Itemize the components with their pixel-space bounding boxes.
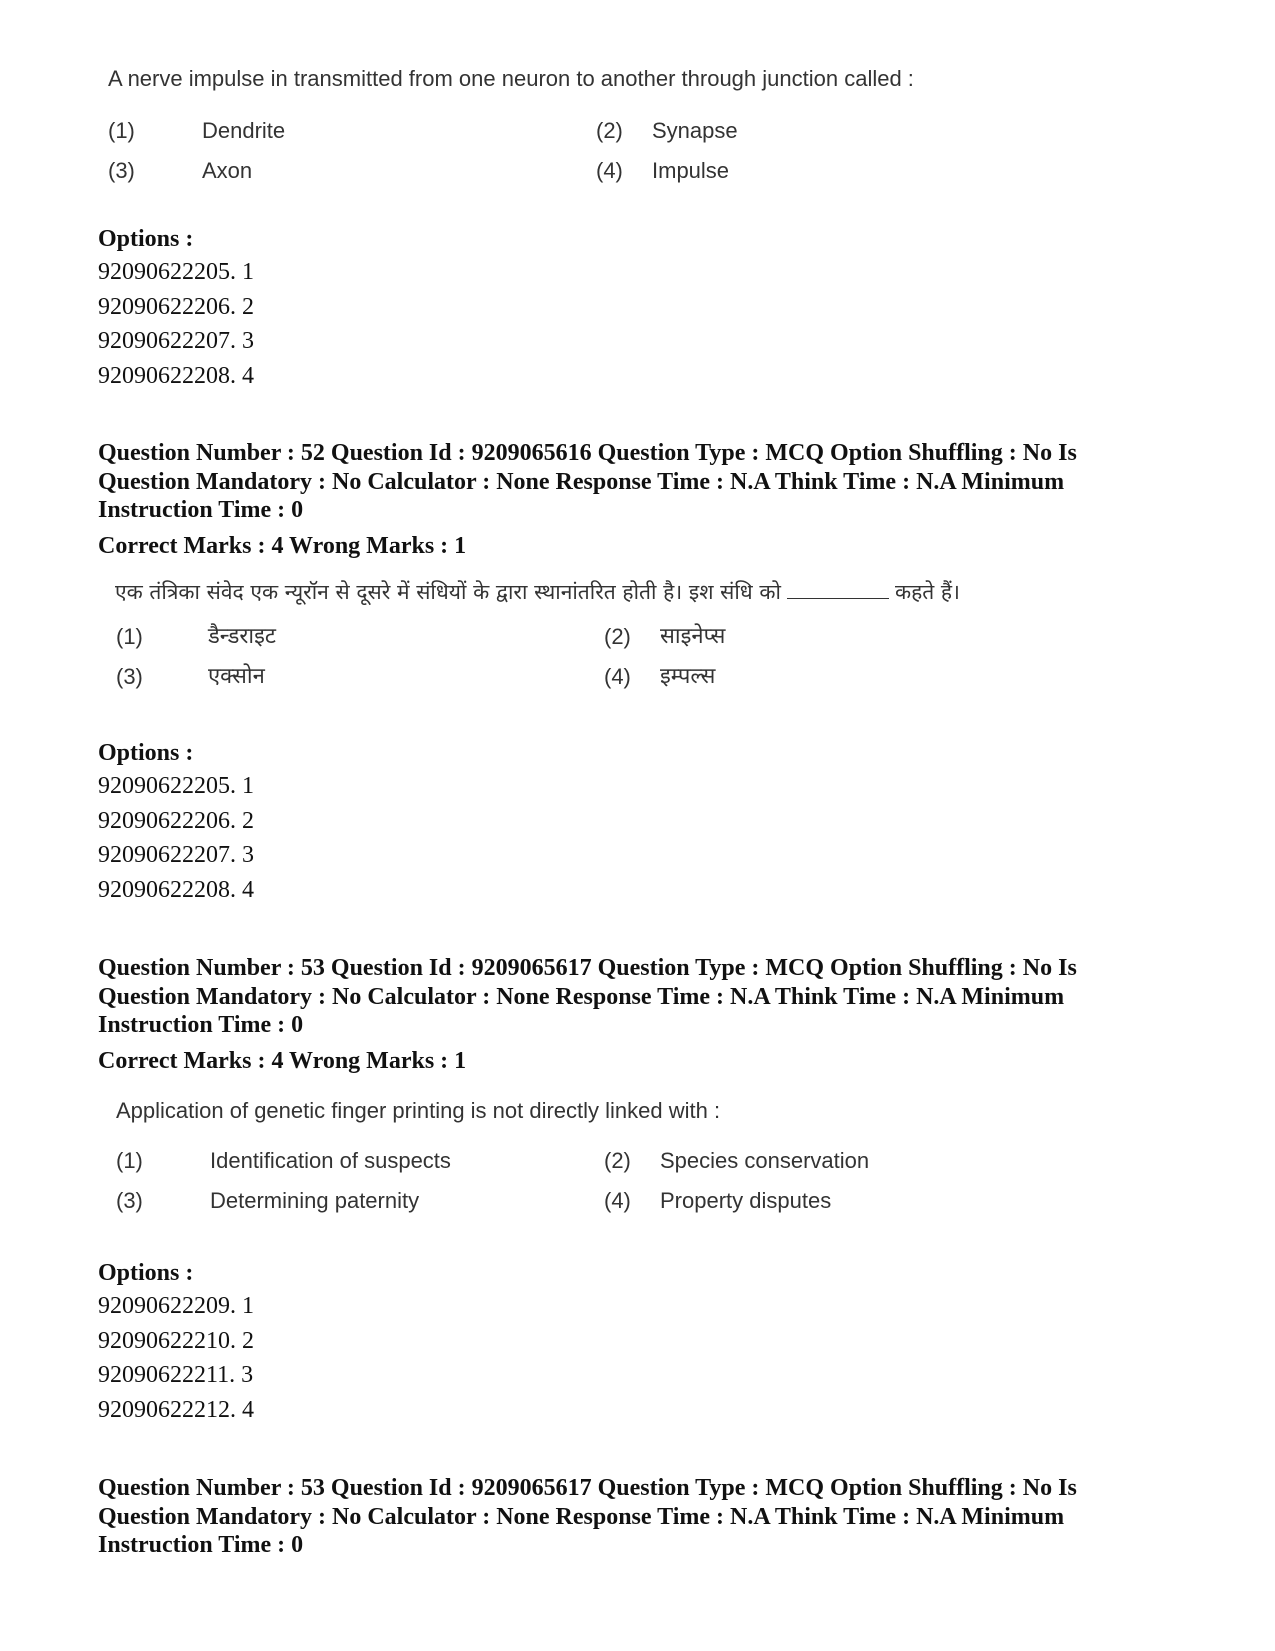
choice-label: एक्सोन <box>208 664 265 689</box>
question-meta <box>98 439 1198 525</box>
choice-label: Impulse <box>652 158 730 183</box>
choice-label: Dendrite <box>202 118 286 143</box>
option-item: 92090622211. 3 <box>98 1362 254 1388</box>
question-image-1 <box>0 0 1275 200</box>
option-item: 92090622207. 3 <box>98 328 254 354</box>
options-heading: Options : <box>98 1260 194 1286</box>
question-text <box>115 576 960 607</box>
choice-number: (4) <box>604 1188 631 1213</box>
option-item: 92090622206. 2 <box>98 293 254 320</box>
options-list <box>98 255 254 393</box>
answer-blank <box>787 576 889 599</box>
question-meta <box>98 954 1198 1040</box>
choice-label: इम्पल्स <box>660 664 716 689</box>
choice-label: Synapse <box>652 118 738 143</box>
option-item: 92090622208. 4 <box>98 876 254 903</box>
choice-number: (1) <box>116 624 143 649</box>
choice-label: Axon <box>202 158 253 183</box>
option-item: 92090622205. 1 <box>98 259 254 285</box>
question-text: Application of genetic finger printing is not directly linked with : <box>116 1098 721 1123</box>
choice-label: Identification of suspects <box>210 1148 451 1173</box>
choice-label: डैन्डराइट <box>208 624 277 649</box>
choice-number: (1) <box>108 118 135 143</box>
question-text-part: कहते हैं। <box>894 580 960 604</box>
choice-number: (2) <box>604 624 631 649</box>
choice-number: (4) <box>596 158 623 183</box>
choice-label: Determining paternity <box>210 1188 420 1213</box>
meta-line: Instruction Time : 0 <box>98 1532 304 1558</box>
question-image-2 <box>0 568 1275 698</box>
choice-number: (3) <box>108 158 135 183</box>
choice-label: Property disputes <box>660 1188 832 1213</box>
meta-line: Question Number : 52 Question Id : 9209065616 Question Type : MCQ Option Shuffling : No Is <box>98 440 1077 466</box>
option-item: 92090622212. 4 <box>98 1396 254 1423</box>
meta-line: Question Mandatory : No Calculator : None Response Time : N.A Think Time : N.A Minimum <box>98 983 1065 1010</box>
meta-line: Question Number : 53 Question Id : 9209065617 Question Type : MCQ Option Shuffling : No Is <box>98 955 1077 981</box>
question-text-part: एक तंत्रिका संवेद एक न्यूरॉन से दूसरे में संधियों के द्वारा स्थानांतरित होती है। इश संधि को <box>115 580 781 604</box>
choice-number: (3) <box>116 664 143 689</box>
question-image-3 <box>0 1084 1275 1224</box>
option-item: 92090622209. 1 <box>98 1293 254 1319</box>
meta-line: Instruction Time : 0 <box>98 497 304 523</box>
choice-number: (1) <box>116 1148 143 1173</box>
option-item: 92090622208. 4 <box>98 362 254 389</box>
choice-label: साइनेप्स <box>660 624 726 649</box>
options-heading: Options : <box>98 226 194 252</box>
options-list <box>98 769 254 907</box>
choice-label: Species conservation <box>660 1148 870 1173</box>
meta-line: Question Number : 53 Question Id : 9209065617 Question Type : MCQ Option Shuffling : No Is <box>98 1475 1077 1501</box>
choice-number: (2) <box>596 118 623 143</box>
meta-line: Question Mandatory : No Calculator : None Response Time : N.A Think Time : N.A Minimum <box>98 468 1065 495</box>
meta-line: Instruction Time : 0 <box>98 1012 304 1038</box>
question-text: A nerve impulse in transmitted from one neuron to another through junction called : <box>108 66 914 91</box>
marks-line: Correct Marks : 4 Wrong Marks : 1 <box>98 1048 467 1074</box>
option-item: 92090622207. 3 <box>98 842 254 868</box>
question-meta <box>98 1474 1198 1560</box>
choice-number: (4) <box>604 664 631 689</box>
option-item: 92090622206. 2 <box>98 807 254 834</box>
choice-number: (3) <box>116 1188 143 1213</box>
choice-number: (2) <box>604 1148 631 1173</box>
option-item: 92090622205. 1 <box>98 773 254 799</box>
marks-line: Correct Marks : 4 Wrong Marks : 1 <box>98 533 467 559</box>
option-item: 92090622210. 2 <box>98 1327 254 1354</box>
meta-line: Question Mandatory : No Calculator : None Response Time : N.A Think Time : N.A Minimum <box>98 1503 1065 1530</box>
options-heading: Options : <box>98 740 194 766</box>
options-list <box>98 1289 254 1427</box>
